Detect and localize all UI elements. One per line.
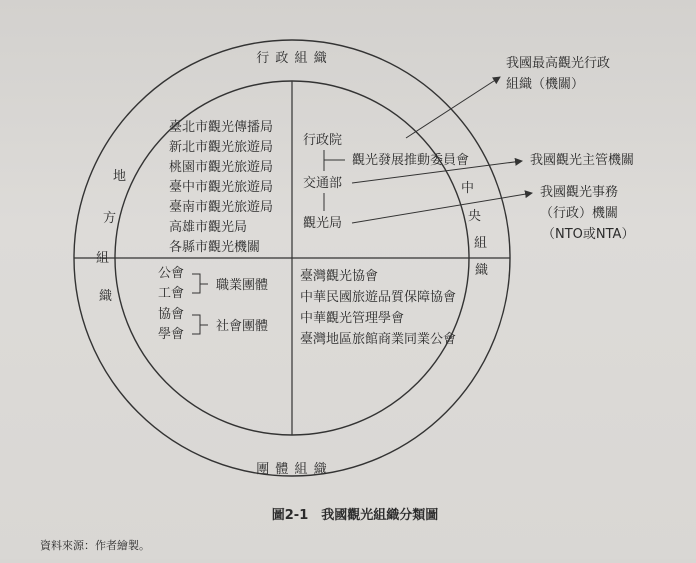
svg-text:臺北市觀光傳播局: 臺北市觀光傳播局 <box>169 120 274 135</box>
svg-text:方: 方 <box>102 211 118 226</box>
ring-bottom-label: 團 體 組 織 <box>256 462 328 477</box>
ministry-label: 交通部 <box>303 176 343 191</box>
group-item: 工會 <box>158 286 185 301</box>
svg-text:臺灣地區旅館商業同業公會: 臺灣地區旅館商業同業公會 <box>300 332 457 347</box>
callout-nto: （NTO或NTA） <box>542 227 635 242</box>
association-list <box>300 268 456 347</box>
svg-text:中: 中 <box>460 181 476 196</box>
executive-yuan-label: 行政院 <box>303 133 343 148</box>
svg-text:高雄市觀光局: 高雄市觀光局 <box>169 220 248 235</box>
callout-nto: 我國觀光事務 <box>540 185 619 200</box>
svg-text:臺中市觀光旅遊局: 臺中市觀光旅遊局 <box>169 180 274 195</box>
group-item: 公會 <box>158 266 185 281</box>
source-note: 資料來源：作者繪製。 <box>40 539 150 552</box>
svg-text:織: 織 <box>474 263 490 278</box>
social-label: 社會團體 <box>216 319 269 334</box>
svg-text:地: 地 <box>112 169 128 184</box>
svg-text:中華觀光管理學會: 中華觀光管理學會 <box>300 311 405 326</box>
ring-right-label <box>461 180 489 278</box>
svg-text:臺南市觀光旅遊局: 臺南市觀光旅遊局 <box>169 200 274 215</box>
professional-label: 職業團體 <box>216 278 269 293</box>
svg-text:中華民國旅遊品質保障協會: 中華民國旅遊品質保障協會 <box>300 290 457 305</box>
svg-text:組: 組 <box>473 236 489 251</box>
svg-text:桃園市觀光旅遊局: 桃園市觀光旅遊局 <box>169 160 274 175</box>
group-item: 協會 <box>158 307 185 322</box>
callout-highest: 組織（機關） <box>506 77 585 92</box>
ring-left-label <box>96 168 127 304</box>
ring-top-label: 行 政 組 織 <box>256 51 328 66</box>
svg-text:新北市觀光旅遊局: 新北市觀光旅遊局 <box>169 140 274 155</box>
professional-bracket <box>192 274 208 293</box>
svg-text:織: 織 <box>98 289 114 304</box>
svg-text:臺灣觀光協會: 臺灣觀光協會 <box>300 269 379 284</box>
callout-highest: 我國最高觀光行政 <box>506 56 611 71</box>
svg-text:各縣市觀光機關: 各縣市觀光機關 <box>169 240 261 255</box>
bureau-label: 觀光局 <box>303 216 343 231</box>
callout-competent: 我國觀光主管機關 <box>530 153 635 168</box>
social-bracket <box>192 315 208 334</box>
svg-text:央: 央 <box>467 209 483 224</box>
local-agency-list <box>169 119 273 255</box>
svg-text:組: 組 <box>95 251 111 266</box>
callout-nto: （行政）機關 <box>540 206 619 221</box>
figure-caption: 圖2-1 我國觀光組織分類圖 <box>271 508 439 523</box>
arrow-highest <box>406 77 500 138</box>
arrow-nto <box>352 193 532 223</box>
group-item: 學會 <box>158 327 185 342</box>
committee-label: 觀光發展推動委員會 <box>352 153 470 168</box>
